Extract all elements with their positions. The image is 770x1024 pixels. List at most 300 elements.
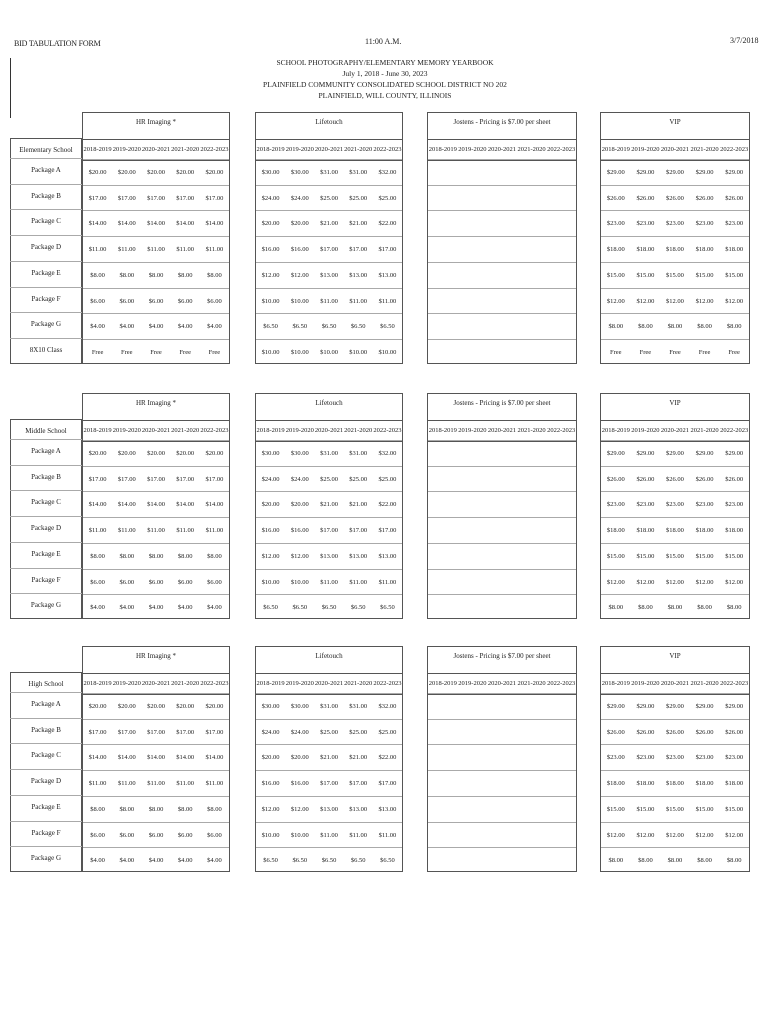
- price-cell: $12.00: [606, 297, 625, 305]
- price-cell: $13.00: [320, 805, 338, 813]
- price-row: [83, 466, 229, 493]
- price-row: [601, 796, 749, 823]
- price-cell: $11.00: [349, 831, 368, 839]
- price-cell: [458, 570, 488, 596]
- price-cell: [458, 848, 488, 874]
- price-cell: $23.00: [725, 754, 744, 762]
- price-cell: $18.00: [666, 780, 684, 788]
- price-cell: $20.00: [117, 703, 136, 710]
- price-cell: [517, 694, 547, 720]
- price-cell: $20.00: [147, 169, 165, 176]
- year-header-row: [256, 673, 402, 695]
- year-header: 2019-2020: [285, 146, 314, 153]
- price-cell: [487, 186, 517, 212]
- price-cell: [428, 848, 458, 874]
- price-cell: $26.00: [666, 475, 684, 483]
- row-divider: [10, 184, 82, 185]
- price-row: [601, 313, 749, 340]
- price-row: [428, 339, 576, 366]
- price-cell: [428, 492, 458, 518]
- price-cell: [517, 570, 547, 596]
- year-header: 2021-2020: [517, 146, 546, 153]
- price-cell: [517, 441, 547, 467]
- price-cell: $18.00: [695, 780, 714, 788]
- row-label: Package D: [30, 524, 62, 533]
- price-cell: $29.00: [666, 169, 684, 176]
- price-cell: $15.00: [725, 271, 744, 279]
- price-cell: $8.00: [667, 604, 683, 612]
- price-cell: $26.00: [606, 728, 625, 736]
- price-row: [428, 543, 576, 570]
- price-row: [256, 210, 402, 237]
- price-cell: [546, 160, 576, 186]
- vendor-table: [600, 646, 750, 872]
- price-cell: $30.00: [261, 703, 280, 710]
- price-row: [83, 569, 229, 596]
- year-header: 2019-2020: [631, 680, 660, 687]
- price-cell: $4.00: [90, 323, 105, 331]
- row-divider: [10, 490, 82, 491]
- year-header: 2019-2020: [631, 427, 660, 434]
- price-cell: $14.00: [147, 501, 165, 509]
- price-row: [601, 517, 749, 544]
- price-cell: [546, 518, 576, 544]
- price-cell: Free: [179, 348, 191, 356]
- price-row: [428, 822, 576, 849]
- price-cell: [428, 544, 458, 570]
- price-cell: $11.00: [88, 246, 107, 254]
- price-cell: $10.00: [290, 831, 309, 839]
- price-row: [256, 313, 402, 340]
- price-cell: $26.00: [725, 194, 744, 202]
- price-cell: $6.00: [119, 297, 135, 305]
- price-cell: $6.50: [350, 604, 366, 612]
- price-cell: $12.00: [290, 552, 309, 560]
- price-cell: [517, 340, 547, 366]
- price-cell: $10.00: [349, 348, 368, 356]
- price-cell: $25.00: [320, 475, 338, 483]
- year-header-row: [428, 139, 576, 161]
- price-cell: $6.50: [321, 857, 337, 865]
- price-cell: $13.00: [378, 552, 397, 560]
- price-cell: $6.50: [321, 323, 337, 331]
- price-cell: $17.00: [176, 728, 195, 736]
- price-cell: $12.00: [606, 831, 625, 839]
- price-cell: [487, 771, 517, 797]
- price-cell: $6.00: [207, 578, 222, 586]
- price-cell: $15.00: [695, 552, 714, 560]
- price-cell: [517, 211, 547, 237]
- title-line: PLAINFIELD COMMUNITY CONSOLIDATED SCHOOL DISTRICT NO 202: [263, 80, 507, 89]
- price-cell: [487, 492, 517, 518]
- price-cell: $31.00: [349, 169, 368, 176]
- year-header-row: [83, 420, 229, 442]
- price-cell: $13.00: [378, 805, 397, 813]
- year-header-row: [601, 673, 749, 695]
- price-cell: [458, 694, 488, 720]
- price-cell: $23.00: [695, 754, 714, 762]
- year-header: 2018-2019: [428, 146, 457, 153]
- price-cell: $14.00: [176, 754, 195, 762]
- price-cell: [458, 263, 488, 289]
- price-cell: $20.00: [205, 169, 224, 176]
- vendor-table: [82, 112, 230, 364]
- price-cell: [546, 771, 576, 797]
- price-row: [256, 569, 402, 596]
- price-cell: $4.00: [148, 857, 164, 865]
- year-header: 2020-2021: [314, 146, 344, 153]
- price-cell: $4.00: [119, 604, 135, 612]
- price-cell: $11.00: [349, 578, 368, 586]
- price-cell: $26.00: [725, 728, 744, 736]
- row-divider: [10, 516, 82, 517]
- row-divider: [10, 743, 82, 744]
- price-cell: $10.00: [290, 297, 309, 305]
- section-label: Elementary School: [19, 146, 73, 154]
- price-row: [428, 719, 576, 746]
- price-row: [601, 693, 749, 720]
- price-cell: $8.00: [608, 323, 624, 331]
- price-cell: $12.00: [725, 297, 744, 305]
- price-cell: $15.00: [666, 271, 684, 279]
- price-cell: $31.00: [320, 169, 338, 176]
- price-cell: $17.00: [378, 527, 397, 535]
- price-row: [256, 693, 402, 720]
- year-header-row: [83, 139, 229, 161]
- year-header: 2020-2021: [141, 427, 171, 434]
- price-cell: $14.00: [205, 220, 224, 228]
- price-cell: $11.00: [205, 527, 224, 535]
- year-header: 2020-2021: [660, 146, 690, 153]
- row-label: Package C: [31, 498, 61, 507]
- price-cell: [458, 314, 488, 340]
- price-cell: [517, 823, 547, 849]
- price-cell: $16.00: [261, 780, 280, 788]
- price-cell: $8.00: [726, 323, 742, 331]
- price-cell: $29.00: [636, 703, 655, 710]
- price-cell: $20.00: [261, 220, 280, 228]
- row-label: Package A: [31, 447, 61, 455]
- vendor-name: Lifetouch: [315, 399, 343, 407]
- price-cell: $11.00: [88, 527, 107, 535]
- year-header: 2021-2020: [690, 427, 719, 434]
- price-cell: $29.00: [606, 450, 625, 457]
- price-cell: $26.00: [606, 194, 625, 202]
- price-cell: $14.00: [147, 754, 165, 762]
- price-row: [256, 185, 402, 212]
- price-cell: $8.00: [697, 857, 712, 865]
- price-cell: $26.00: [666, 728, 684, 736]
- price-cell: $26.00: [695, 194, 714, 202]
- price-row: [83, 236, 229, 263]
- row-divider: [10, 287, 82, 288]
- year-header: 2018-2019: [601, 146, 630, 153]
- vendor-table: [600, 393, 750, 619]
- price-row: [256, 796, 402, 823]
- price-cell: [517, 797, 547, 823]
- vendor-table: [427, 646, 577, 872]
- year-header-row: [601, 420, 749, 442]
- price-cell: $11.00: [88, 780, 107, 788]
- price-cell: [546, 263, 576, 289]
- price-cell: [517, 263, 547, 289]
- price-cell: [546, 570, 576, 596]
- year-header-row: [428, 673, 576, 695]
- price-cell: $8.00: [667, 323, 683, 331]
- price-cell: $14.00: [88, 501, 107, 509]
- price-cell: $29.00: [725, 703, 744, 710]
- price-cell: [458, 160, 488, 186]
- price-cell: $25.00: [378, 194, 397, 202]
- price-cell: $8.00: [177, 552, 193, 560]
- price-cell: $26.00: [636, 194, 655, 202]
- row-divider: [10, 795, 82, 796]
- price-cell: $6.50: [292, 323, 308, 331]
- price-row: [601, 339, 749, 366]
- price-cell: [546, 745, 576, 771]
- price-cell: $11.00: [205, 780, 224, 788]
- section-label: High School: [28, 680, 64, 688]
- price-cell: $17.00: [88, 194, 107, 202]
- price-cell: $12.00: [695, 578, 714, 586]
- price-row: [83, 594, 229, 621]
- price-cell: $11.00: [117, 780, 136, 788]
- price-cell: $8.00: [207, 271, 222, 279]
- price-row: [428, 313, 576, 340]
- price-row: [83, 822, 229, 849]
- price-cell: $6.00: [90, 578, 105, 586]
- price-cell: $20.00: [117, 450, 136, 457]
- row-label: Package E: [31, 802, 61, 811]
- price-cell: [487, 160, 517, 186]
- price-cell: $6.00: [119, 831, 135, 839]
- document-title: [200, 57, 570, 101]
- price-row: [83, 719, 229, 746]
- price-cell: [487, 848, 517, 874]
- price-cell: $8.00: [207, 805, 222, 813]
- price-row: [256, 543, 402, 570]
- price-cell: [487, 441, 517, 467]
- price-cell: $23.00: [606, 501, 625, 509]
- price-cell: $20.00: [147, 450, 165, 457]
- price-cell: $16.00: [261, 246, 280, 254]
- price-cell: $32.00: [378, 169, 397, 176]
- price-cell: $17.00: [176, 475, 195, 483]
- vendor-table: [82, 646, 230, 872]
- year-header-row: [428, 420, 576, 442]
- row-label: Package B: [31, 472, 61, 481]
- year-header: 2019-2020: [285, 680, 314, 687]
- price-row: [428, 288, 576, 315]
- year-header: 2020-2021: [660, 680, 690, 687]
- price-cell: $4.00: [177, 323, 193, 331]
- price-row: [601, 262, 749, 289]
- price-cell: $8.00: [726, 604, 742, 612]
- row-label: Package G: [30, 854, 62, 863]
- price-cell: $13.00: [349, 271, 368, 279]
- price-cell: $8.00: [608, 604, 624, 612]
- price-cell: $8.00: [638, 604, 653, 612]
- year-header: 2021-2020: [344, 680, 373, 687]
- price-row: [428, 466, 576, 493]
- price-cell: $23.00: [695, 220, 714, 228]
- price-cell: [458, 211, 488, 237]
- price-cell: $18.00: [725, 246, 744, 254]
- price-cell: $10.00: [320, 348, 338, 356]
- price-cell: $25.00: [320, 728, 338, 736]
- price-cell: $11.00: [176, 527, 195, 535]
- price-cell: $20.00: [261, 754, 280, 762]
- row-divider: [10, 568, 82, 569]
- year-header: 2020-2021: [660, 427, 690, 434]
- price-cell: $20.00: [176, 703, 195, 710]
- price-cell: $8.00: [697, 604, 712, 612]
- price-cell: $12.00: [636, 831, 655, 839]
- price-cell: $6.00: [177, 831, 193, 839]
- price-cell: $23.00: [606, 220, 625, 228]
- price-cell: $12.00: [261, 805, 280, 813]
- price-cell: $29.00: [725, 169, 744, 176]
- price-cell: [487, 518, 517, 544]
- year-header-row: [83, 673, 229, 695]
- price-cell: $18.00: [666, 527, 684, 535]
- price-cell: Free: [728, 348, 740, 356]
- price-cell: $8.00: [148, 552, 164, 560]
- row-label: Package A: [31, 700, 61, 708]
- price-cell: [428, 237, 458, 263]
- price-cell: $13.00: [349, 552, 368, 560]
- price-cell: $17.00: [88, 475, 107, 483]
- price-row: [83, 770, 229, 797]
- year-header: 2021-2020: [171, 680, 200, 687]
- price-cell: $18.00: [606, 527, 625, 535]
- year-header: 2019-2020: [285, 427, 314, 434]
- price-row: [256, 262, 402, 289]
- year-header-row: [256, 139, 402, 161]
- price-cell: $12.00: [695, 297, 714, 305]
- price-cell: $18.00: [606, 780, 625, 788]
- price-cell: $17.00: [205, 728, 224, 736]
- price-cell: $6.00: [148, 297, 164, 305]
- year-header: 2021-2020: [344, 427, 373, 434]
- price-cell: $21.00: [349, 754, 368, 762]
- price-cell: $12.00: [290, 805, 309, 813]
- price-cell: $26.00: [666, 194, 684, 202]
- price-cell: [487, 823, 517, 849]
- price-cell: [517, 467, 547, 493]
- price-cell: $31.00: [320, 703, 338, 710]
- price-cell: $21.00: [349, 220, 368, 228]
- price-cell: [517, 720, 547, 746]
- price-cell: [487, 314, 517, 340]
- price-cell: [517, 745, 547, 771]
- price-cell: [458, 467, 488, 493]
- price-cell: $14.00: [205, 754, 224, 762]
- year-header-row: [601, 139, 749, 161]
- price-cell: $11.00: [117, 527, 136, 535]
- price-row: [601, 288, 749, 315]
- price-cell: $21.00: [349, 501, 368, 509]
- price-cell: $12.00: [636, 578, 655, 586]
- section-label: Middle School: [25, 427, 67, 435]
- price-cell: [517, 237, 547, 263]
- price-cell: $20.00: [176, 450, 195, 457]
- price-cell: $29.00: [725, 450, 744, 457]
- price-cell: $6.50: [350, 857, 366, 865]
- price-row: [428, 236, 576, 263]
- price-cell: [487, 745, 517, 771]
- year-header: 2022-2023: [200, 427, 229, 434]
- price-cell: [487, 595, 517, 621]
- price-cell: [428, 570, 458, 596]
- price-cell: [487, 467, 517, 493]
- price-cell: $17.00: [349, 780, 368, 788]
- price-cell: $10.00: [290, 578, 309, 586]
- year-header: 2021-2020: [517, 427, 546, 434]
- price-cell: $17.00: [378, 246, 397, 254]
- price-cell: $30.00: [261, 169, 280, 176]
- year-header: 2022-2023: [200, 680, 229, 687]
- price-row: [83, 210, 229, 237]
- header-time: 11:00 A.M.: [365, 37, 402, 46]
- price-cell: $23.00: [725, 501, 744, 509]
- price-row: [83, 693, 229, 720]
- vendor-table: [427, 112, 577, 364]
- row-label: Package G: [30, 320, 62, 329]
- price-cell: $17.00: [205, 194, 224, 202]
- price-cell: $26.00: [606, 475, 625, 483]
- price-row: [428, 796, 576, 823]
- price-cell: $24.00: [261, 475, 280, 483]
- price-cell: $25.00: [378, 475, 397, 483]
- price-cell: $12.00: [636, 297, 655, 305]
- price-cell: $14.00: [117, 754, 136, 762]
- price-cell: [428, 340, 458, 366]
- price-row: [601, 822, 749, 849]
- price-row: [256, 847, 402, 874]
- price-cell: $4.00: [207, 604, 222, 612]
- price-cell: $8.00: [148, 271, 164, 279]
- price-row: [256, 339, 402, 366]
- price-cell: $4.00: [90, 857, 105, 865]
- price-cell: $30.00: [290, 169, 309, 176]
- year-header: 2021-2020: [690, 680, 719, 687]
- price-cell: $8.00: [207, 552, 222, 560]
- price-row: [256, 236, 402, 263]
- price-cell: $4.00: [119, 857, 135, 865]
- price-cell: $24.00: [261, 728, 280, 736]
- vendor-table: [255, 393, 403, 619]
- vendor-name: HR Imaging *: [135, 399, 177, 407]
- price-cell: Free: [121, 348, 133, 356]
- price-cell: $11.00: [205, 246, 224, 254]
- row-divider: [10, 439, 82, 440]
- title-line: SCHOOL PHOTOGRAPHY/ELEMENTARY MEMORY YEARBOOK: [276, 58, 494, 67]
- row-divider: [10, 209, 82, 210]
- price-cell: $30.00: [290, 450, 309, 457]
- price-cell: $17.00: [320, 246, 338, 254]
- price-cell: $17.00: [349, 246, 368, 254]
- row-divider: [10, 235, 82, 236]
- price-row: [83, 159, 229, 186]
- price-row: [256, 159, 402, 186]
- price-cell: $17.00: [88, 728, 107, 736]
- price-cell: $6.50: [321, 604, 337, 612]
- year-header: 2018-2019: [256, 146, 285, 153]
- price-cell: $23.00: [636, 220, 655, 228]
- price-cell: $18.00: [636, 780, 655, 788]
- year-header: 2018-2019: [256, 427, 285, 434]
